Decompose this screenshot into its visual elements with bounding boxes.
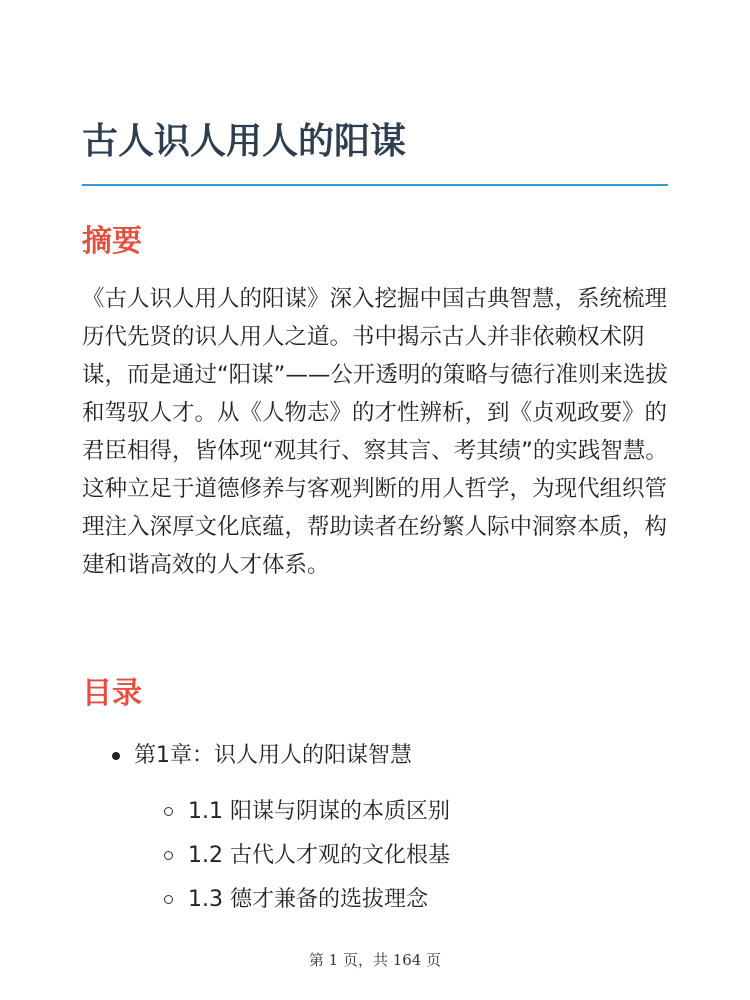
toc-chapter-1[interactable]: [82, 734, 682, 922]
bullet-circle-icon: [164, 807, 173, 816]
toc-section-1-3[interactable]: [134, 878, 682, 922]
toc-chapter-1-sections: [134, 790, 682, 922]
summary-paragraph: 《古人识人用人的阳谋》深入挖掘中国古典智慧，系统梳理历代先贤的识人用人之道。书中揭示古人并非依赖权术阴谋，而是通过“阳谋”——公开透明的策略与德行准则来选拔和驾驭人才。从《人物志》的才性辨析，到《贞观政要》的君臣相得，皆体现“观其行、察其言、考其绩”的实践智慧。这种立足于道德修养与客观判断的用人哲学，为现代组织管理注入深厚文化底蕴，帮助读者在纷繁人际中洞察本质，构建和谐高效的人才体系。: [82, 286, 668, 578]
bullet-circle-icon: [164, 851, 173, 860]
table-of-contents: [82, 734, 682, 922]
bullet-circle-icon: [164, 895, 173, 904]
toc-section-label: 1.2 古代人才观的文化根基: [188, 843, 450, 868]
toc-section-1-2[interactable]: [134, 834, 682, 878]
title-divider: [82, 184, 668, 186]
page-footer: 第 1 页，共 164 页: [308, 951, 442, 969]
toc-section-1-1[interactable]: [134, 790, 682, 834]
document-title: 古人识人用人的阳谋: [82, 121, 407, 162]
toc-section-label: 1.3 德才兼备的选拔理念: [188, 887, 428, 912]
toc-section-label: 1.1 阳谋与阴谋的本质区别: [188, 799, 450, 824]
summary-heading: 摘要: [82, 224, 142, 259]
toc-chapter-label: 第1章：识人用人的阳谋智慧: [134, 743, 412, 768]
bullet-disc-icon: [112, 752, 120, 760]
toc-heading: 目录: [82, 676, 142, 711]
